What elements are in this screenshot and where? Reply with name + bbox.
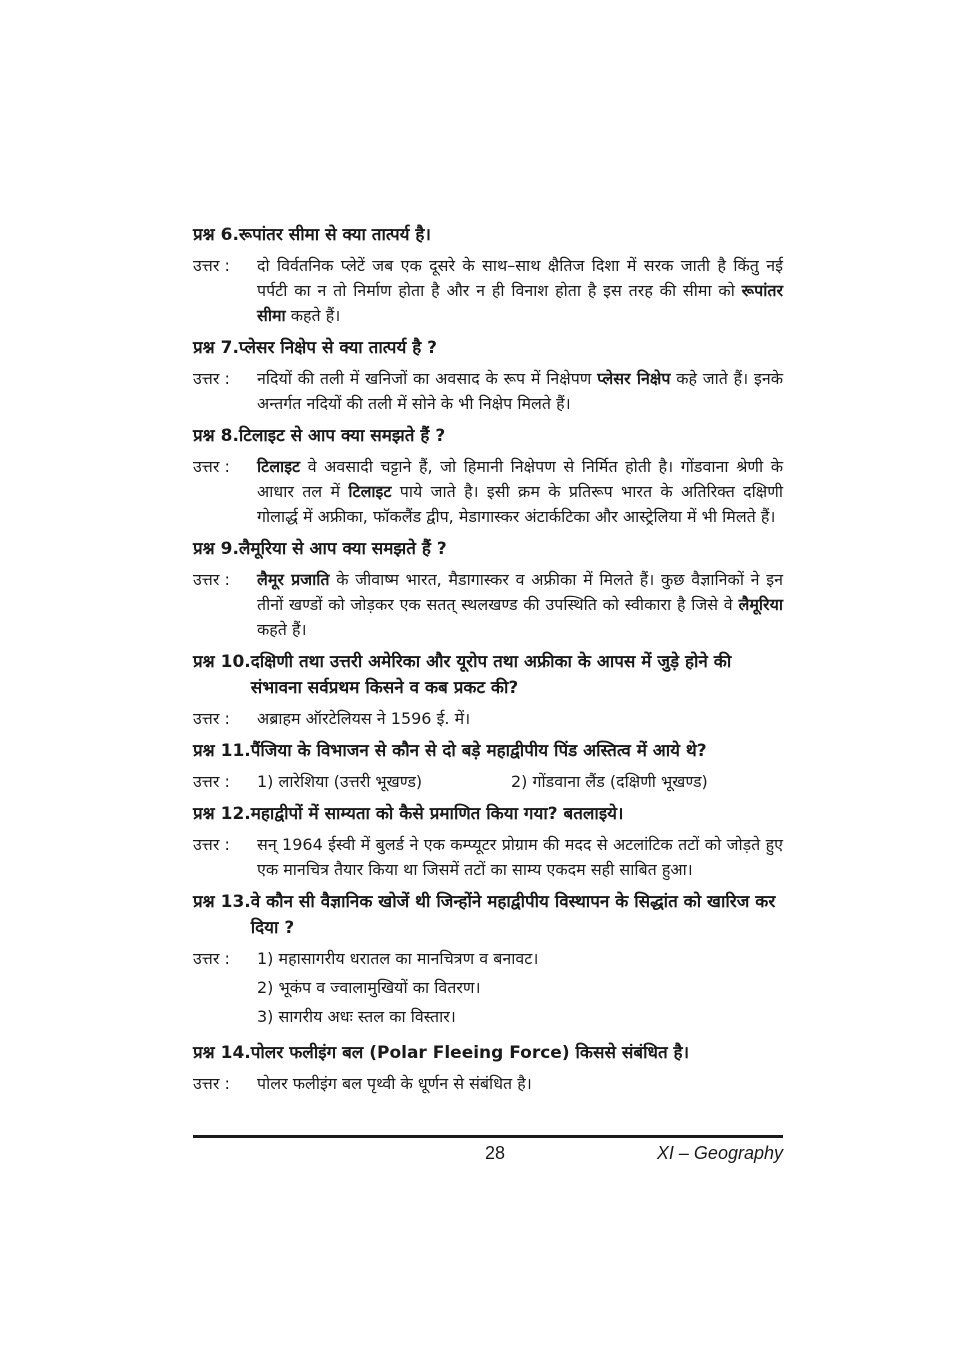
answer-option: 1) लारेशिया (उत्तरी भूखण्ड) xyxy=(257,772,423,791)
question-text: टिलाइट से आप क्या समझते हैं ? xyxy=(238,426,446,446)
answer-fragment: वे अवसादी चट्टाने हैं, जो हिमानी निक्षेपण से निर्मित होती है। गोंडवाना श्रेणी के आधार तल में xyxy=(257,457,783,501)
question xyxy=(193,889,783,941)
answer-fragment: पाये जाते है। इसी क्रम के प्रतिरूप भारत के अतिरिक्त दक्षिणी गोलार्द्ध में अफ्रीका, फॉकलैंड द्वीप, मेडागास्कर अंटार्कटिका और आस्ट्रेलिया में भी मिलते हैं। xyxy=(257,482,783,526)
answer xyxy=(193,1071,783,1096)
answer-term: लैमूर प्रजाति xyxy=(257,570,330,589)
answer-label: उत्तर : xyxy=(193,256,230,275)
answer-label: उत्तर : xyxy=(193,570,230,589)
answer-list-item: 1) महासागरीय धरातल का मानचित्रण व बनावट। xyxy=(257,949,539,968)
answer-label: उत्तर : xyxy=(193,369,230,388)
question xyxy=(193,738,783,764)
question-label: प्रश्न 12. xyxy=(193,804,251,824)
answer-fragment: दो विर्वतनिक प्लेटें जब एक दूसरे के साथ–साथ क्षैतिज दिशा में सरक जाती है किंतु नई पर्पटी का न तो निर्माण होता है और न ही विनाश होता है इस तरह की सीमा को xyxy=(257,256,783,300)
qa-content xyxy=(193,222,783,1096)
answer-label: उत्तर : xyxy=(193,709,230,728)
question xyxy=(193,536,783,562)
answer xyxy=(193,946,783,1033)
answer xyxy=(193,454,783,529)
answer-pair xyxy=(257,769,783,794)
footer-rule xyxy=(193,1135,783,1138)
answer-fragment: अब्राहम ऑरटेलियस ने 1596 ई. में। xyxy=(257,709,471,728)
answer-text xyxy=(257,832,783,882)
answer-fragment: के जीवाष्म भारत, मैडागास्कर व अफ्रीका में मिलते हैं। कुछ वैज्ञानिकों ने इन तीनों खण्डों को जोड़कर एक सतत् स्थलखण्ड की उपस्थिति को स्वीकारा है जिसे वे xyxy=(257,570,784,614)
answer-fragment: सन् 1964 ईस्वी में बुलर्ड ने एक कम्प्यूटर प्रोग्राम की मदद से अटलांटिक तटों को जोड़ते हुए एक मानचित्र तैयार किया था जिसमें तटों का साम्य एकदम सही साबित हुआ। xyxy=(257,835,783,879)
answer-text xyxy=(257,454,783,529)
answer-term: प्लेसर निक्षेप xyxy=(597,369,671,388)
question xyxy=(193,423,783,449)
question-label: प्रश्न 14. xyxy=(193,1043,251,1063)
question-label: प्रश्न 8. xyxy=(193,426,239,446)
answer-term: टिलाइट xyxy=(257,457,301,476)
answer-text xyxy=(257,946,783,1033)
answer-fragment: कहते हैं। xyxy=(285,306,341,325)
answer xyxy=(193,832,783,882)
answer-label: उत्तर : xyxy=(193,1074,230,1093)
question-text: रूपांतर सीमा से क्या तात्पर्य है। xyxy=(238,225,431,245)
question-text: दक्षिणी तथा उत्तरी अमेरिका और यूरोप तथा अफ्रीका के आपस में जुड़े होने की संभावना सर्वप्रथम किसने व कब प्रकट की? xyxy=(250,652,732,698)
answer-fragment: पोलर फलीइंग बल पृथ्वी के धूर्णन से संबंधित है। xyxy=(257,1074,532,1093)
answer-label: उत्तर : xyxy=(193,457,230,476)
question-text: पैंजिया के विभाजन से कौन से दो बड़े महाद्वीपीय पिंड अस्तित्व में आये थे? xyxy=(250,741,707,761)
question xyxy=(193,222,783,248)
answer xyxy=(193,253,783,328)
answer-term: रूपांतर सीमा xyxy=(257,281,783,325)
question-text: प्लेसर निक्षेप से क्या तात्पर्य है ? xyxy=(238,338,438,358)
answer-label: उत्तर : xyxy=(193,772,230,791)
question-text: पोलर फलीइंग बल (Polar Fleeing Force) किससे संबंधित है। xyxy=(250,1043,690,1063)
answer-text xyxy=(257,706,783,731)
answer xyxy=(193,769,783,794)
question-label: प्रश्न 9. xyxy=(193,539,239,559)
answer-list-item: 2) भूकंप व ज्वालामुखियों का वितरण। xyxy=(257,978,481,997)
answer-term: लैमूरिया xyxy=(738,595,783,614)
answer-text xyxy=(257,366,783,416)
page-number: 28 xyxy=(484,1143,506,1163)
question xyxy=(193,649,783,701)
answer xyxy=(193,706,783,731)
question-text: लैमूरिया से आप क्या समझते हैं ? xyxy=(238,539,447,559)
question xyxy=(193,801,783,827)
answer-text xyxy=(257,567,783,642)
question-text: वे कौन सी वैज्ञानिक खोजें थी जिन्होंने महाद्वीपीय विस्थापन के सिद्धांत को खारिज कर दिया ? xyxy=(250,892,776,938)
answer xyxy=(193,366,783,416)
answer-fragment: कहे जाते हैं। इनके अन्तर्गत नदियों की तली में सोने के भी निक्षेप मिलते हैं। xyxy=(257,369,783,413)
answer-fragment: नदियों की तली में खनिजों का अवसाद के रूप में निक्षेपण xyxy=(257,369,598,388)
answer-text xyxy=(257,253,783,328)
question-label: प्रश्न 13. xyxy=(193,892,251,912)
question-label: प्रश्न 6. xyxy=(193,225,239,245)
answer-fragment: कहते हैं। xyxy=(257,620,307,639)
answer-list-item: 3) सागरीय अधः स्तल का विस्तार। xyxy=(257,1007,456,1026)
question xyxy=(193,1040,783,1066)
question-label: प्रश्न 11. xyxy=(193,741,251,761)
question xyxy=(193,335,783,361)
answer-label: उत्तर : xyxy=(193,949,230,968)
footer-title: XI – Geography xyxy=(656,1143,783,1163)
answer-label: उत्तर : xyxy=(193,835,230,854)
answer-option: 2) गोंडवाना लैंड (दक्षिणी भूखण्ड) xyxy=(511,772,708,791)
question-label: प्रश्न 7. xyxy=(193,338,239,358)
answer-text xyxy=(257,1071,783,1096)
answer-text xyxy=(257,769,783,794)
question-text: महाद्वीपों में साम्यता को कैसे प्रमाणित किया गया? बतलाइये। xyxy=(250,804,624,824)
answer xyxy=(193,567,783,642)
answer-term: टिलाइट xyxy=(348,482,392,501)
question-label: प्रश्न 10. xyxy=(193,652,251,672)
